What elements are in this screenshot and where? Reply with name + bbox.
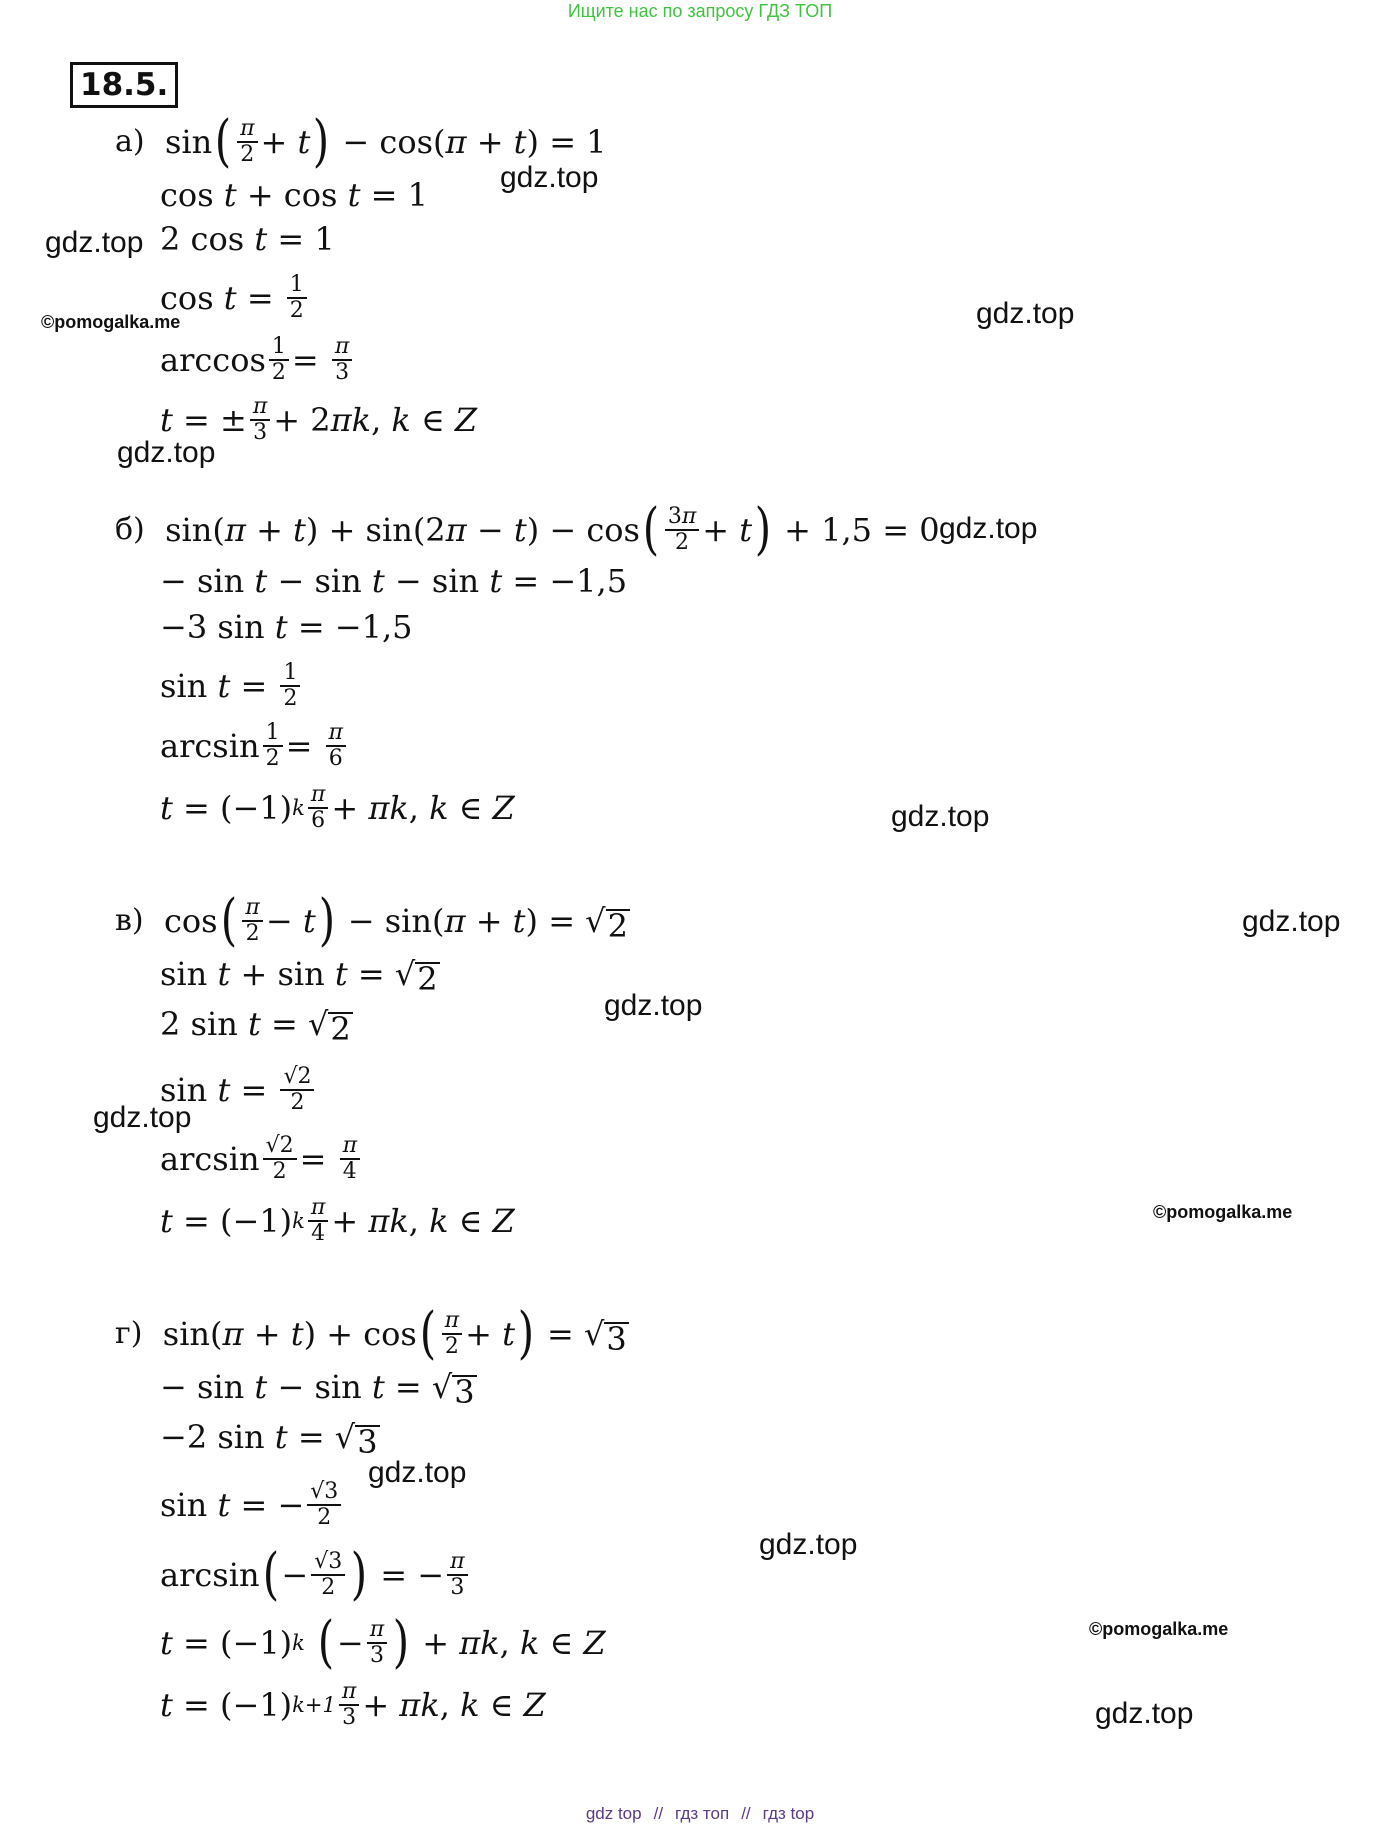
- copyright-watermark: ©pomogalka.me: [41, 312, 181, 332]
- watermark-gdz: gdz.top: [93, 1101, 192, 1134]
- watermark-gdz: gdz.top: [939, 512, 1038, 545]
- part-a-line-4: cos t = $\frac{1}{2}$: [160, 273, 310, 323]
- part-g-line-3: −2 sin t = √ 3: [160, 1418, 378, 1461]
- watermark-gdz: gdz.top: [891, 800, 990, 833]
- copyright-watermark: ©pomogalka.me: [1153, 1202, 1293, 1222]
- top-search-link[interactable]: Ищите нас по запросу ГДЗ ТОП: [567, 1, 833, 21]
- part-a-label: а): [115, 124, 145, 159]
- footer-separator: //: [741, 1804, 751, 1823]
- part-v-line-6: t = (−1) k $\frac{\pi}{4}$ + πk , k ∈ Z: [160, 1195, 515, 1246]
- part-g-line-5: arcsin ( − $\frac{√3}{2}$ ) = − $\frac{\pi}{3}$: [160, 1550, 471, 1600]
- watermark-gdz: gdz.top: [1095, 1697, 1194, 1730]
- copyright-watermark: ©pomogalka.me: [1089, 1619, 1229, 1639]
- watermark-gdz: gdz.top: [1242, 905, 1341, 938]
- watermark-gdz: gdz.top: [500, 161, 599, 194]
- watermark-gdz: gdz.top: [117, 436, 216, 469]
- part-a-line-1: а) sin ( $\frac{\pi}{2}$ + t ) − cos( π + t ) = 1: [115, 109, 607, 174]
- part-v-line-3: 2 sin t = √ 2: [160, 1005, 351, 1048]
- part-b-line-4: sin t = $\frac{1}{2}$: [160, 661, 303, 711]
- part-b-line-3: −3 sin t = −1,5: [160, 608, 413, 646]
- part-v-line-5: arcsin $\frac{√2}{2}$ = $\frac{\pi}{4}$: [160, 1134, 363, 1184]
- part-g-line-1: г) sin( π + t ) + cos ( $\frac{\pi}{2}$ + t ) = √ 3: [115, 1301, 627, 1366]
- part-a-line-2: cos t + cos t = 1: [160, 176, 428, 214]
- part-g-line-2: − sin t − sin t = √ 3: [160, 1368, 475, 1411]
- part-b-line-1: б) sin( π + t ) + sin(2 π − t ) − cos ( $\frac{3\pi}{2}$ + t ) + 1,5 = 0: [115, 497, 940, 562]
- watermark-gdz: gdz.top: [604, 989, 703, 1022]
- part-v-label: в): [115, 903, 144, 938]
- part-g-line-7: t = (−1) k+1 $\frac{\pi}{3}$ + πk , k ∈ Z: [160, 1679, 546, 1730]
- part-g-line-4: sin t = − $\frac{√3}{2}$: [160, 1480, 344, 1530]
- part-v-line-1: в) cos ( $\frac{\pi}{2}$ − t ) − sin( π + t ) = √ 2: [115, 888, 628, 953]
- part-g-line-6: t = (−1) k ( − $\frac{\pi}{3}$ ) + πk , k ∈ Z: [160, 1610, 606, 1675]
- watermark-gdz: gdz.top: [45, 226, 144, 259]
- part-b-line-6: t = (−1) k $\frac{\pi}{6}$ + πk , k ∈ Z: [160, 782, 515, 833]
- problem-number: 18.5.: [70, 62, 178, 108]
- part-b-label: б): [115, 512, 145, 547]
- watermark-gdz: gdz.top: [759, 1528, 858, 1561]
- footer-links: [0, 1804, 1400, 1824]
- watermark-gdz: gdz.top: [976, 297, 1075, 330]
- footer-link-gdz-top-mixed[interactable]: гдз top: [762, 1804, 815, 1823]
- footer-separator: //: [653, 1804, 664, 1823]
- part-b-line-5: arcsin $\frac{1}{2}$ = $\frac{\pi}{6}$: [160, 721, 349, 771]
- part-a-line-6: t = ± $\frac{\pi}{3}$ + 2 πk , k ∈ Z: [160, 394, 478, 445]
- part-b-line-2: − sin t − sin t − sin t = −1,5: [160, 562, 628, 600]
- footer-link-gdz-top[interactable]: gdz top: [585, 1804, 642, 1823]
- part-v-line-2: sin t + sin t = √ 2: [160, 955, 438, 998]
- part-g-label: г): [115, 1316, 143, 1351]
- watermark-gdz: gdz.top: [368, 1456, 467, 1489]
- part-v-line-4: sin t = $\frac{√2}{2}$: [160, 1065, 317, 1115]
- part-a-line-5: arccos $\frac{1}{2}$ = $\frac{\pi}{3}$: [160, 335, 355, 385]
- part-a-line-3: 2 cos t = 1: [160, 220, 335, 258]
- footer-link-gdz-top-ru[interactable]: гдз топ: [675, 1804, 730, 1823]
